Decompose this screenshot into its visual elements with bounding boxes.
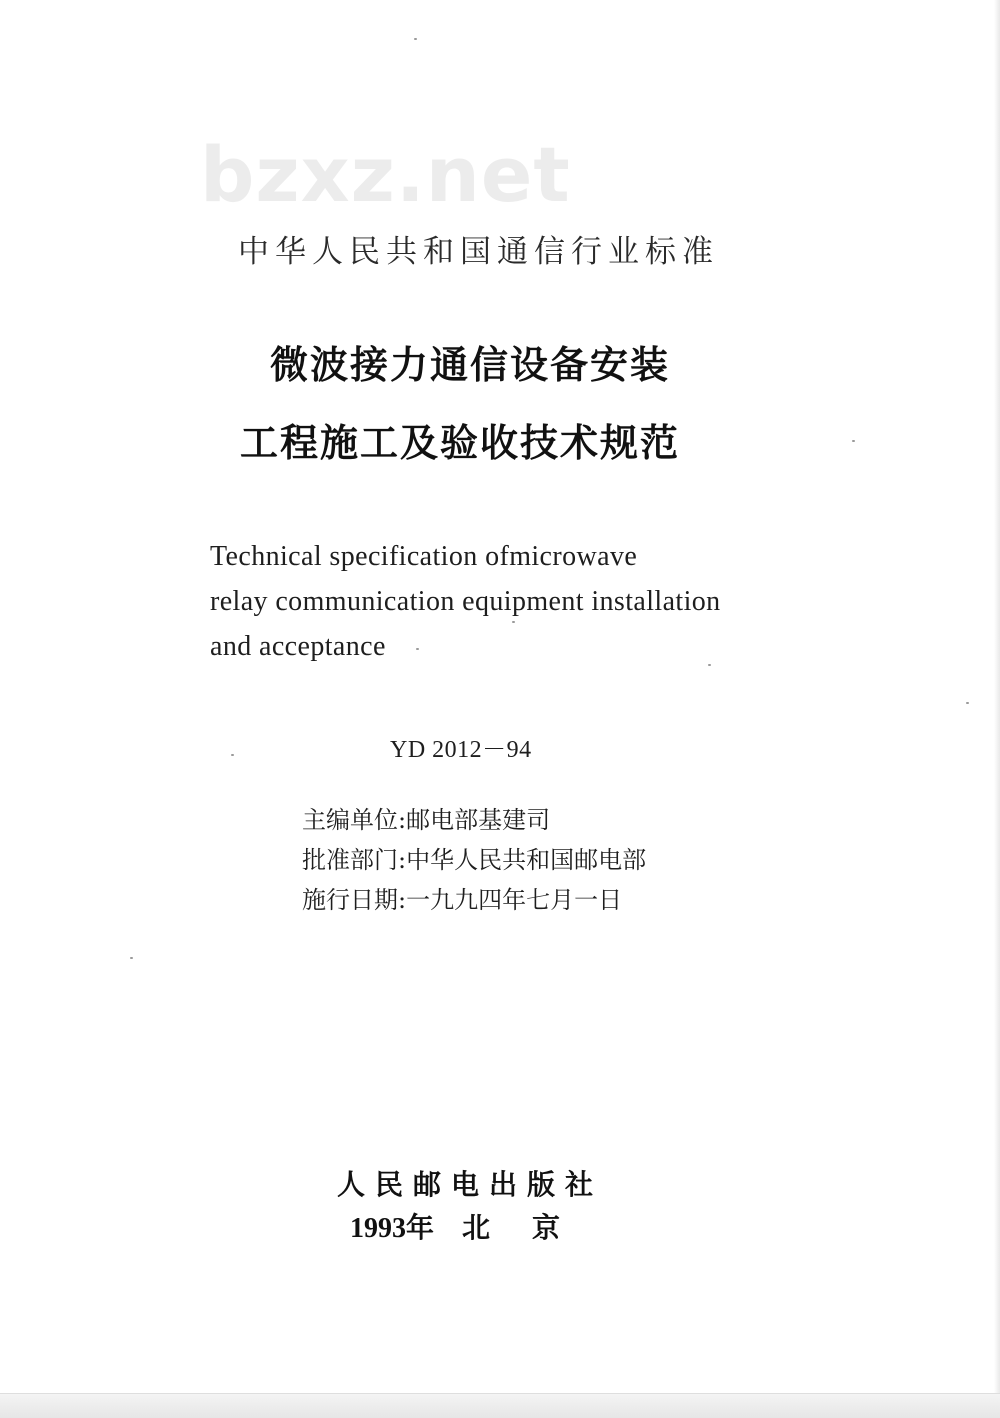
scan-speck bbox=[231, 754, 234, 756]
editor-unit: 主编单位:邮电部基建司 bbox=[302, 806, 551, 834]
english-title bbox=[210, 534, 810, 669]
page-bottom-edge bbox=[0, 1393, 1000, 1418]
effective-date: 施行日期:一九九四年七月一日 bbox=[302, 886, 623, 914]
standard-code: YD 2012－94 bbox=[390, 737, 532, 763]
scan-speck bbox=[708, 664, 711, 666]
page-right-edge bbox=[994, 0, 1000, 1395]
chinese-title-line-2: 工程施工及验收技术规范 bbox=[239, 420, 680, 465]
publication-year: 1993 bbox=[350, 1213, 406, 1244]
standard-category: 中华人民共和国通信行业标准 bbox=[238, 234, 719, 270]
scan-speck bbox=[414, 38, 417, 40]
publication-info bbox=[350, 1206, 560, 1246]
approving-department: 批准部门:中华人民共和国邮电部 bbox=[302, 846, 647, 874]
watermark: bzxz.net bbox=[200, 130, 571, 219]
english-title-line-3: and acceptance bbox=[210, 631, 386, 662]
scan-speck bbox=[852, 440, 855, 442]
scan-speck bbox=[966, 702, 969, 704]
scan-speck bbox=[416, 648, 419, 650]
chinese-title-line-1: 微波接力通信设备安装 bbox=[269, 342, 670, 387]
publication-city-char-1: 北 bbox=[462, 1211, 491, 1244]
year-suffix: 年 bbox=[406, 1211, 435, 1244]
scan-speck bbox=[512, 621, 515, 623]
english-title-line-2: relay communication equipment installation bbox=[210, 586, 721, 617]
metadata-block bbox=[302, 800, 646, 920]
scan-speck bbox=[130, 957, 133, 959]
publisher-name: 人民邮电出版社 bbox=[336, 1168, 603, 1201]
english-title-line-1: Technical specification ofmicrowave bbox=[210, 541, 638, 572]
publication-city-char-2: 京 bbox=[532, 1211, 561, 1244]
